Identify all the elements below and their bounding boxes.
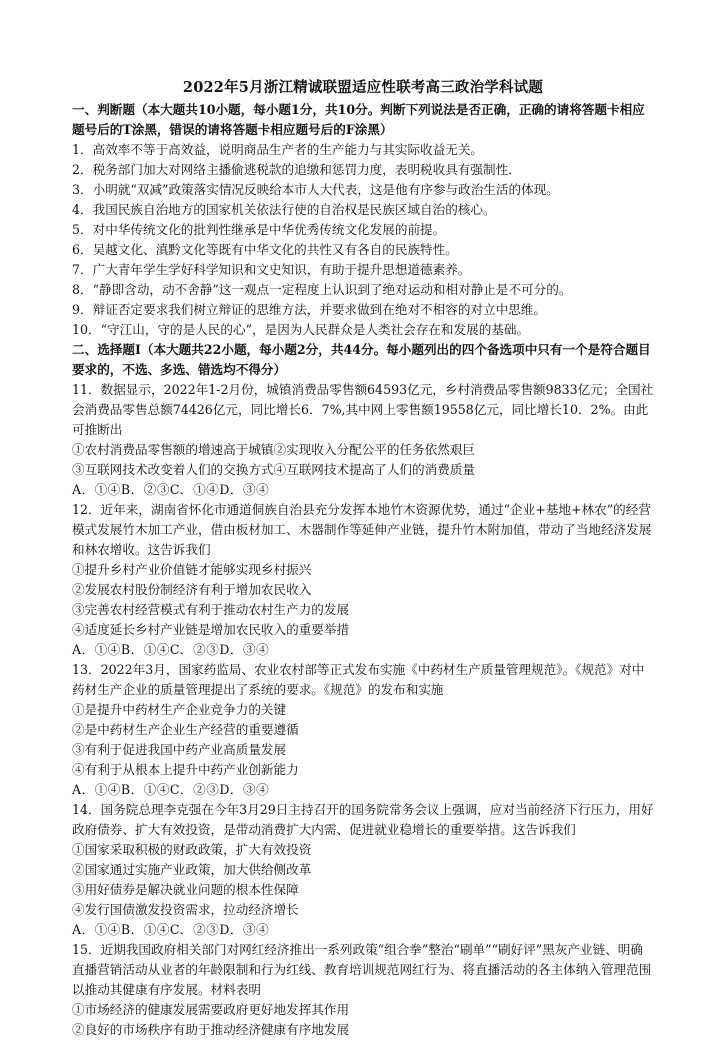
question-15: [72, 940, 654, 1040]
option-line: ①提升乡村产业价值链才能够实现乡村振兴: [72, 562, 312, 577]
exam-title: 2022年5月浙江精诚联盟适应性联考高三政治学科试题: [182, 79, 544, 96]
answer-choices: A．①④B．①④C．②③D．③④: [72, 782, 270, 797]
option-line: ①是提升中药材生产企业竞争力的关键: [72, 702, 287, 717]
question-stem: 12．近年来，湖南省怀化市通道侗族自治县充分发挥本地竹木资源优势，通过“企业+基地+林农”的经营模式发展竹木加工产业，借由板材加工、木器制作等延伸产业链，提升竹木附加值，带动了当地经济发展和林农增收。这告诉我们: [72, 502, 652, 557]
option-line: ①农村消费品零售额的增速高于城镇②实现收入分配公平的任务依然艰巨: [72, 442, 475, 457]
question-stem: 15．近期我国政府相关部门对网红经济推出一系列政策“组合拳”整治“刷单”“刷好评”黑灰产业链、明确直播营销活动从业者的年龄限制和行为红线、教育培训规范网红行为、将直播活动的各主体纳入管理范围以推动其健康有序发展。材料表明: [72, 942, 652, 997]
answer-choices: A．①④B．①④C．②③D．③④: [72, 922, 270, 937]
option-line: ③完善农村经营模式有利于推动农村生产力的发展: [72, 602, 350, 617]
judgement-item: 1．高效率不等于高效益，说明商品生产者的生产能力与其实际收益无关。: [72, 142, 484, 157]
option-line: ③互联网技术改变着人们的交换方式④互联网技术提高了人们的消费质量: [72, 462, 475, 477]
question-13: [72, 660, 654, 800]
part1-heading: 一、判断题（本大题共10小题，每小题1分，共10分。判断下列说法是否正确，正确的请将答题卡相应题号后的T涂黑，错误的请将答题卡相应题号后的F涂黑）: [72, 102, 645, 137]
judgement-item: 8．“静即含动，动不舍静”这一观点一定程度上认识到了绝对运动和相对静止是不可分的。: [72, 282, 572, 297]
option-line: ②良好的市场秩序有助于推动经济健康有序地发展: [72, 1022, 350, 1037]
option-line: ④发行国债激发投资需求，拉动经济增长: [72, 902, 299, 917]
question-14: [72, 800, 654, 940]
question-12: [72, 500, 654, 660]
judgement-item: 3．小明就“双减”政策落实情况反映给本市人大代表，这是他有序参与政治生活的体现。: [72, 182, 559, 197]
part2-heading: 二、选择题Ⅰ（本大题共22小题，每小题2分，共44分。每小题列出的四个备选项中只有一个是符合题目要求的，不选、多选、错选均不得分）: [72, 342, 651, 377]
question-stem: 11．数据显示，2022年1-2月份，城镇消费品零售额64593亿元，乡村消费品零售额9833亿元；全国社会消费品零售总额74426亿元，同比增长6．7%,其中网上零售额19558亿元，同比增长10．2%。由此可推断出: [72, 382, 654, 437]
option-line: ④适度延长乡村产业链是增加农民收入的重要举措: [72, 622, 350, 637]
option-line: ③有利于促进我国中药产业高质量发展: [72, 742, 287, 757]
judgement-item: 7．广大青年学生学好科学知识和文史知识，有助于提升思想道德素养。: [72, 262, 471, 277]
question-11: [72, 380, 654, 500]
answer-choices: A．①④B．②③C．①④D．③④: [72, 482, 270, 497]
judgement-item: 6．吴越文化、滇黔文化等既有中华文化的共性又有各自的民族特性。: [72, 242, 458, 257]
judgement-item: 2．税务部门加大对网络主播偷逃税款的追缴和惩罚力度，表明税收具有强制性．: [72, 162, 521, 177]
option-line: ③用好债券是解决就业问题的根本性保障: [72, 882, 299, 897]
option-line: ①市场经济的健康发展需要政府更好地发挥其作用: [72, 1002, 350, 1017]
judgement-item: 4．我国民族自治地方的国家机关依法行使的自治权是民族区域自治的核心。: [72, 202, 496, 217]
option-line: ②发展农村股份制经济有利于增加农民收入: [72, 582, 312, 597]
judgement-item: 10．“守江山，守的是人民的心”，是因为人民群众是人类社会存在和发展的基础。: [72, 322, 530, 337]
judgement-item: 9．辩证否定要求我们树立辩证的思维方法，并要求做到在绝对不相容的对立中思维。: [72, 302, 546, 317]
question-stem: 13．2022年3月，国家药监局、农业农村部等正式发布实施《中药材生产质量管理规范》。《规范》对中药材生产企业的质量管理提出了系统的要求。《规范》的发布和实施: [72, 662, 645, 697]
option-line: ①国家采取积极的财政政策，扩大有效投资: [72, 842, 312, 857]
answer-choices: A．①④B．①④C．②③D．③④: [72, 642, 270, 657]
option-line: ②国家通过实施产业政策，加大供给侧改革: [72, 862, 312, 877]
option-line: ②是中药材生产企业生产经营的重要遵循: [72, 722, 299, 737]
judgement-item: 5．对中华传统文化的批判性继承是中华优秀传统文化发展的前提。: [72, 222, 446, 237]
option-line: ④有利于从根本上提升中药产业创新能力: [72, 762, 299, 777]
part1-list: [72, 140, 654, 340]
question-stem: 14．国务院总理李克强在今年3月29日主持召开的国务院常务会议上强调，应对当前经济下行压力，用好政府债券、扩大有效投资，是带动消费扩大内需、促进就业稳增长的重要举措。这告诉我们: [72, 802, 654, 837]
